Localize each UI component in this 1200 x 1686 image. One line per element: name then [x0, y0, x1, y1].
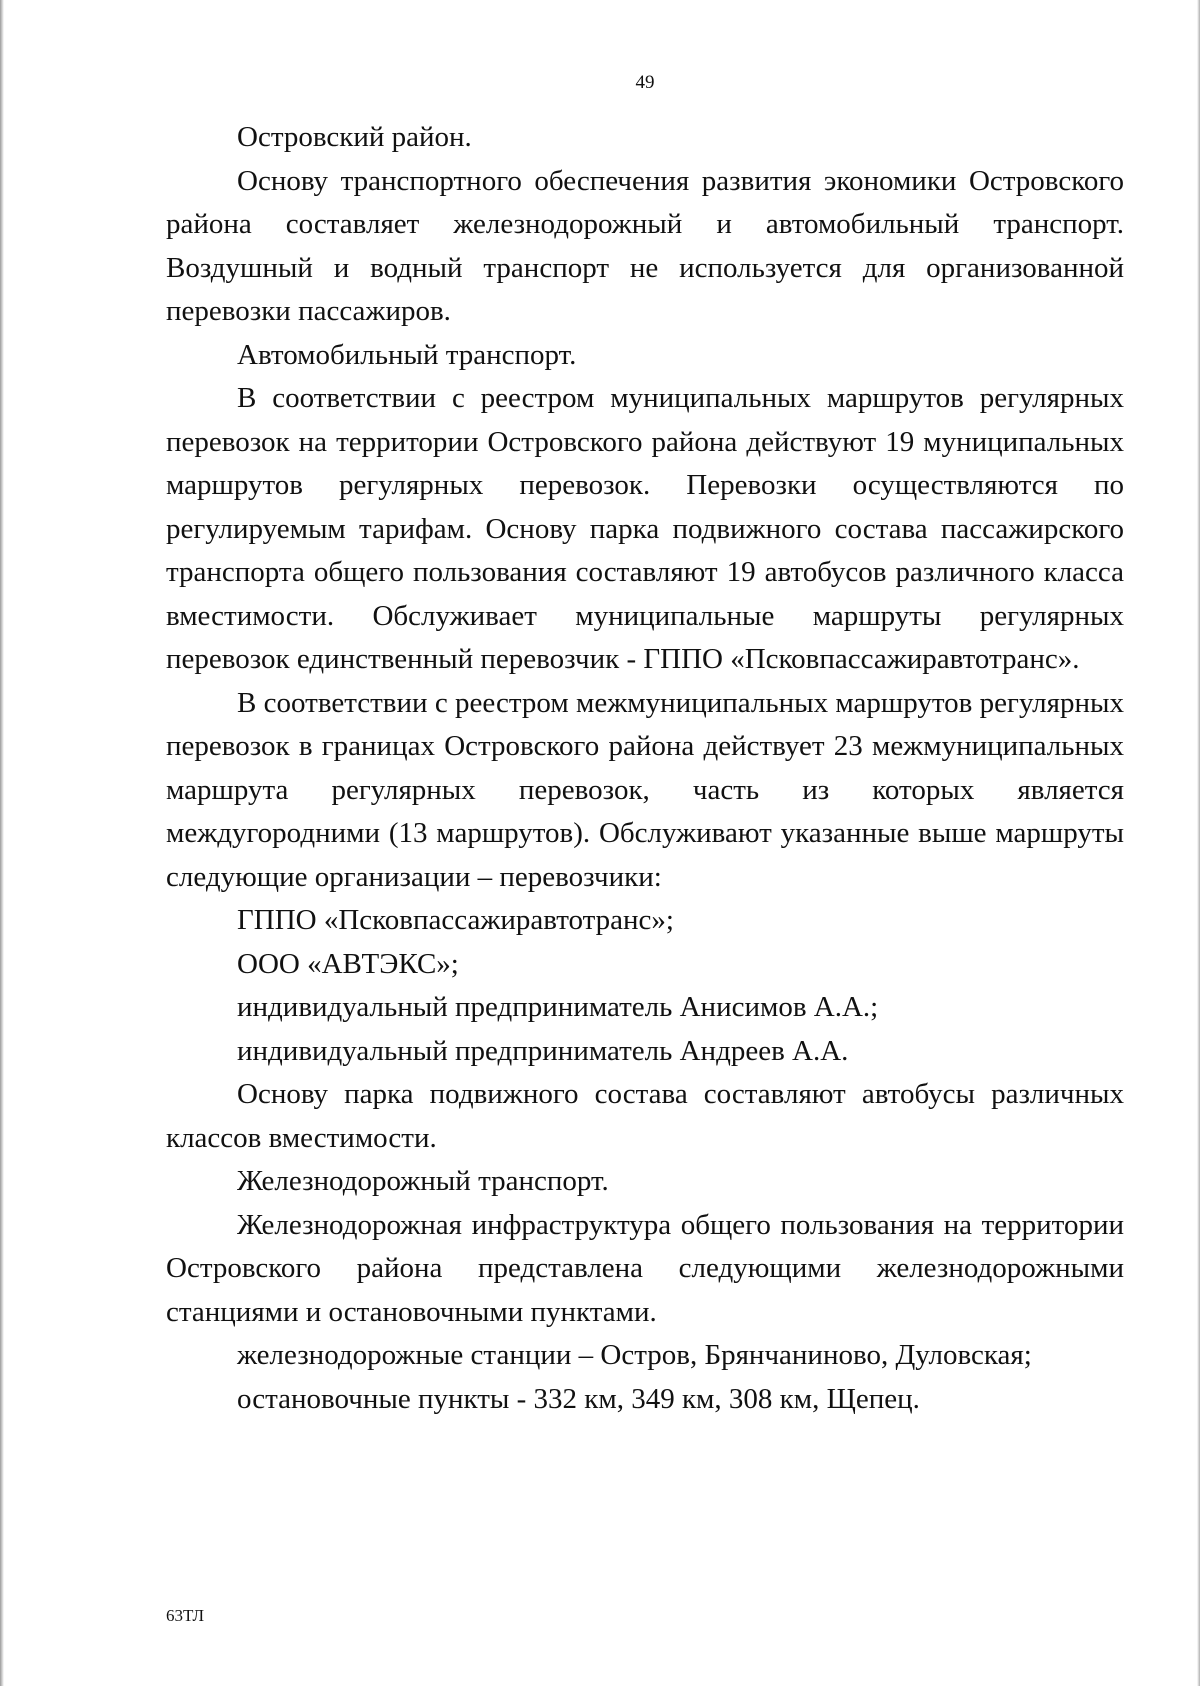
railway-stations-item: железнодорожные станции – Остров, Брянчаниново, Дуловская; [237, 1339, 1032, 1371]
carrier-list-item: ООО «АВТЭКС»; [237, 947, 459, 980]
footer-code: 63ТЛ [166, 1606, 205, 1625]
paragraph-intermunicipal-routes: В соответствии с реестром межмуниципальных маршрутов регулярных перевозок в границах Островского района действует 23 межмуниципальных маршрута регулярных перевозок, часть из которых является междугородними (13 маршрутов). Обслуживают указанные выше маршруты следующие организации – перевозчики: [166, 686, 1124, 893]
heading-railway-transport: Железнодорожный транспорт. [237, 1165, 609, 1197]
document-body [166, 116, 1124, 1421]
paragraph-transport-basis: Основу транспортного обеспечения развития экономики Островского района составляет железнодорожный и автомобильный транспорт. Воздушный и водный транспорт не используется для организованной перевозки пассажиров. [166, 164, 1124, 327]
carrier-list-item: индивидуальный предприниматель Андреев А.А. [237, 1034, 849, 1067]
carrier-list-item: индивидуальный предприниматель Анисимов А.А.; [237, 991, 879, 1023]
heading-ostrovsky-district: Островский район. [237, 121, 472, 153]
carrier-list-item: ГППО «Псковпассажиравтотранс»; [237, 904, 674, 936]
paragraph-railway-infrastructure: Железнодорожная инфраструктура общего пользования на территории Островского района представлена следующими железнодорожными станциями и остановочными пунктами. [166, 1208, 1124, 1328]
paragraph-bus-fleet: Основу парка подвижного состава составляют автобусы различных классов вместимости. [166, 1078, 1124, 1154]
railway-stops-item: остановочные пункты - 332 км, 349 км, 308 км, Щепец. [237, 1382, 920, 1415]
paragraph-municipal-routes: В соответствии с реестром муниципальных маршрутов регулярных перевозок на территории Островского района действуют 19 муниципальных маршрутов регулярных перевозок. Перевозки осуществляются по регулируемым тарифам. Основу парка подвижного состава пассажирского транспорта общего пользования составляют 19 автобусов различного класса вместимости. Обслуживает муниципальные маршруты регулярных перевозок единственный перевозчик - ГППО «Псковпассажиравтотранс». [166, 382, 1124, 675]
heading-road-transport: Автомобильный транспорт. [237, 338, 577, 371]
page-number: 49 [635, 72, 655, 93]
scan-edge-left [0, 0, 4, 1686]
